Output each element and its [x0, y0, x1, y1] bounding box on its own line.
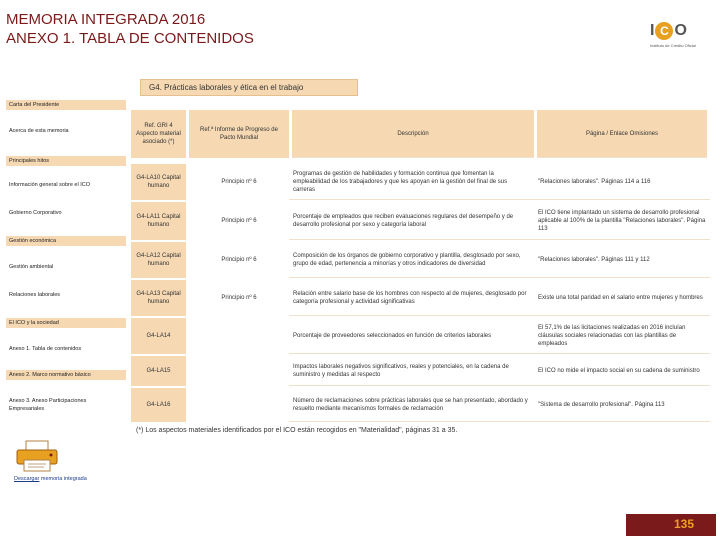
table-row	[131, 318, 713, 354]
sidebar-item-hitos[interactable]: Principales hitos	[6, 156, 126, 166]
download-link-rest[interactable]: memoria integrada	[39, 476, 87, 482]
row-pacto: Principio nº 6	[189, 280, 289, 316]
row-pagina[interactable]: "Relaciones laborales". Páginas 114 a 116	[534, 164, 710, 200]
sidebar-item-informacion[interactable]: Información general sobre el ICO	[9, 182, 91, 188]
row-pacto	[189, 318, 289, 354]
download-link-underlined[interactable]: Descargar	[14, 476, 40, 482]
row-pagina[interactable]: El ICO tiene implantado un sistema de desarrollo profesional aplicable al 100% de la plantilla "Relaciones laborales". Página 113	[534, 202, 710, 240]
row-descripcion: Impactos laborales negativos significativos, reales y potenciales, en la cadena de suministro y medidas al respecto	[289, 356, 534, 386]
row-pagina[interactable]: El ICO no mide el impacto social en su cadena de suministro	[534, 356, 710, 386]
sidebar-item-anexo3[interactable]: Anexo 3. Anexo Participaciones Empresariales	[9, 398, 87, 412]
logo-letter-o: O	[674, 22, 687, 39]
row-gri: G4-LA10 Capital humano	[131, 164, 186, 200]
table-row	[131, 164, 713, 200]
logo-subtitle: Instituto de Crédito Oficial	[650, 43, 696, 48]
download-link[interactable]	[14, 476, 87, 482]
table-row	[131, 356, 713, 386]
table-row	[131, 388, 713, 422]
row-pacto: Principio nº 6	[189, 164, 289, 200]
sidebar-item-economica[interactable]: Gestión económica	[6, 236, 126, 246]
row-gri: G4-LA15	[131, 356, 186, 386]
sidebar-item-gobierno[interactable]: Gobierno Corporativo	[9, 210, 62, 216]
logo-letter-i: I	[650, 22, 655, 39]
row-descripcion: Número de reclamaciones sobre prácticas laborales que se han presentado, abordado y resuelto mediante mecanismos formales de reclamación	[289, 388, 534, 422]
header-descripcion: Descripción	[292, 110, 534, 158]
row-descripcion: Composición de los órganos de gobierno corporativo y plantilla, desglosado por sexo, grupo de edad, pertenencia a minorías y otros indicadores de diversidad	[289, 242, 534, 278]
row-descripcion: Porcentaje de empleados que reciben evaluaciones regulares del desempeño y de desarrollo profesional por sexo y categoría laboral	[289, 202, 534, 240]
section-label: G4. Prácticas laborales y ética en el trabajo	[140, 79, 358, 96]
row-pacto: Principio nº 6	[189, 242, 289, 278]
row-pagina[interactable]: Existe una total paridad en el salario entre mujeres y hombres	[534, 280, 710, 316]
row-pagina[interactable]: "Sistema de desarrollo profesional". Página 113	[534, 388, 710, 422]
footnote: (*) Los aspectos materiales identificados por el ICO están recogidos en "Materialidad", páginas 31 a 35.	[136, 427, 458, 434]
page-number: 135	[626, 514, 716, 536]
sidebar-item-anexo1[interactable]: Anexo 1. Tabla de contenidos	[9, 346, 82, 352]
table-row	[131, 242, 713, 278]
row-descripcion: Relación entre salario base de los hombres con respecto al de mujeres, desglosado por categoría profesional y actividad significativas	[289, 280, 534, 316]
title-line-2: ANEXO 1. TABLA DE CONTENIDOS	[6, 30, 254, 47]
row-gri: G4-LA13 Capital humano	[131, 280, 186, 316]
sidebar-item-carta[interactable]: Carta del Presidente	[6, 100, 126, 110]
row-gri: G4-LA14	[131, 318, 186, 354]
row-gri: G4-LA16	[131, 388, 186, 422]
table-row	[131, 280, 713, 316]
row-gri: G4-LA12 Capital humano	[131, 242, 186, 278]
page-title	[6, 10, 254, 48]
header-pacto: Ref.ª Informe de Progreso de Pacto Mundial	[189, 110, 289, 158]
sidebar-item-anexo2[interactable]: Anexo 2. Marco normativo básico	[6, 370, 126, 380]
table-header-row	[131, 110, 713, 158]
sidebar-item-laborales[interactable]: Relaciones laborales	[9, 292, 61, 298]
row-gri: G4-LA11 Capital humano	[131, 202, 186, 240]
sidebar-item-sociedad[interactable]: El ICO y la sociedad	[6, 318, 126, 328]
row-pacto: Principio nº 6	[189, 202, 289, 240]
row-pagina[interactable]: "Relaciones laborales". Páginas 111 y 112	[534, 242, 710, 278]
header-pagina: Página / Enlace Omisiones	[537, 110, 707, 158]
row-descripcion: Porcentaje de proveedores seleccionados en función de criterios laborales	[289, 318, 534, 354]
row-pagina[interactable]: El 57,1% de las licitaciones realizadas en 2016 incluían cláusulas sociales relacionadas con las plantillas de empleados	[534, 318, 710, 354]
sidebar-item-ambiental[interactable]: Gestión ambiental	[9, 264, 54, 270]
row-pacto	[189, 356, 289, 386]
row-descripcion: Programas de gestión de habilidades y formación continua que fomentan la empleabilidad de los trabajadores y que les apoyan en la gestión del final de sus carreras	[289, 164, 534, 200]
sidebar-item-acerca[interactable]: Acerca de esta memoria	[9, 128, 69, 134]
header-gri: Ref. GRI 4 Aspecto material asociado (*)	[131, 110, 186, 158]
printer-icon[interactable]	[14, 440, 60, 472]
title-line-1: MEMORIA INTEGRADA 2016	[6, 11, 206, 28]
table-row	[131, 202, 713, 240]
logo-circle: C	[655, 22, 673, 40]
row-pacto	[189, 388, 289, 422]
ico-logo	[650, 22, 714, 66]
